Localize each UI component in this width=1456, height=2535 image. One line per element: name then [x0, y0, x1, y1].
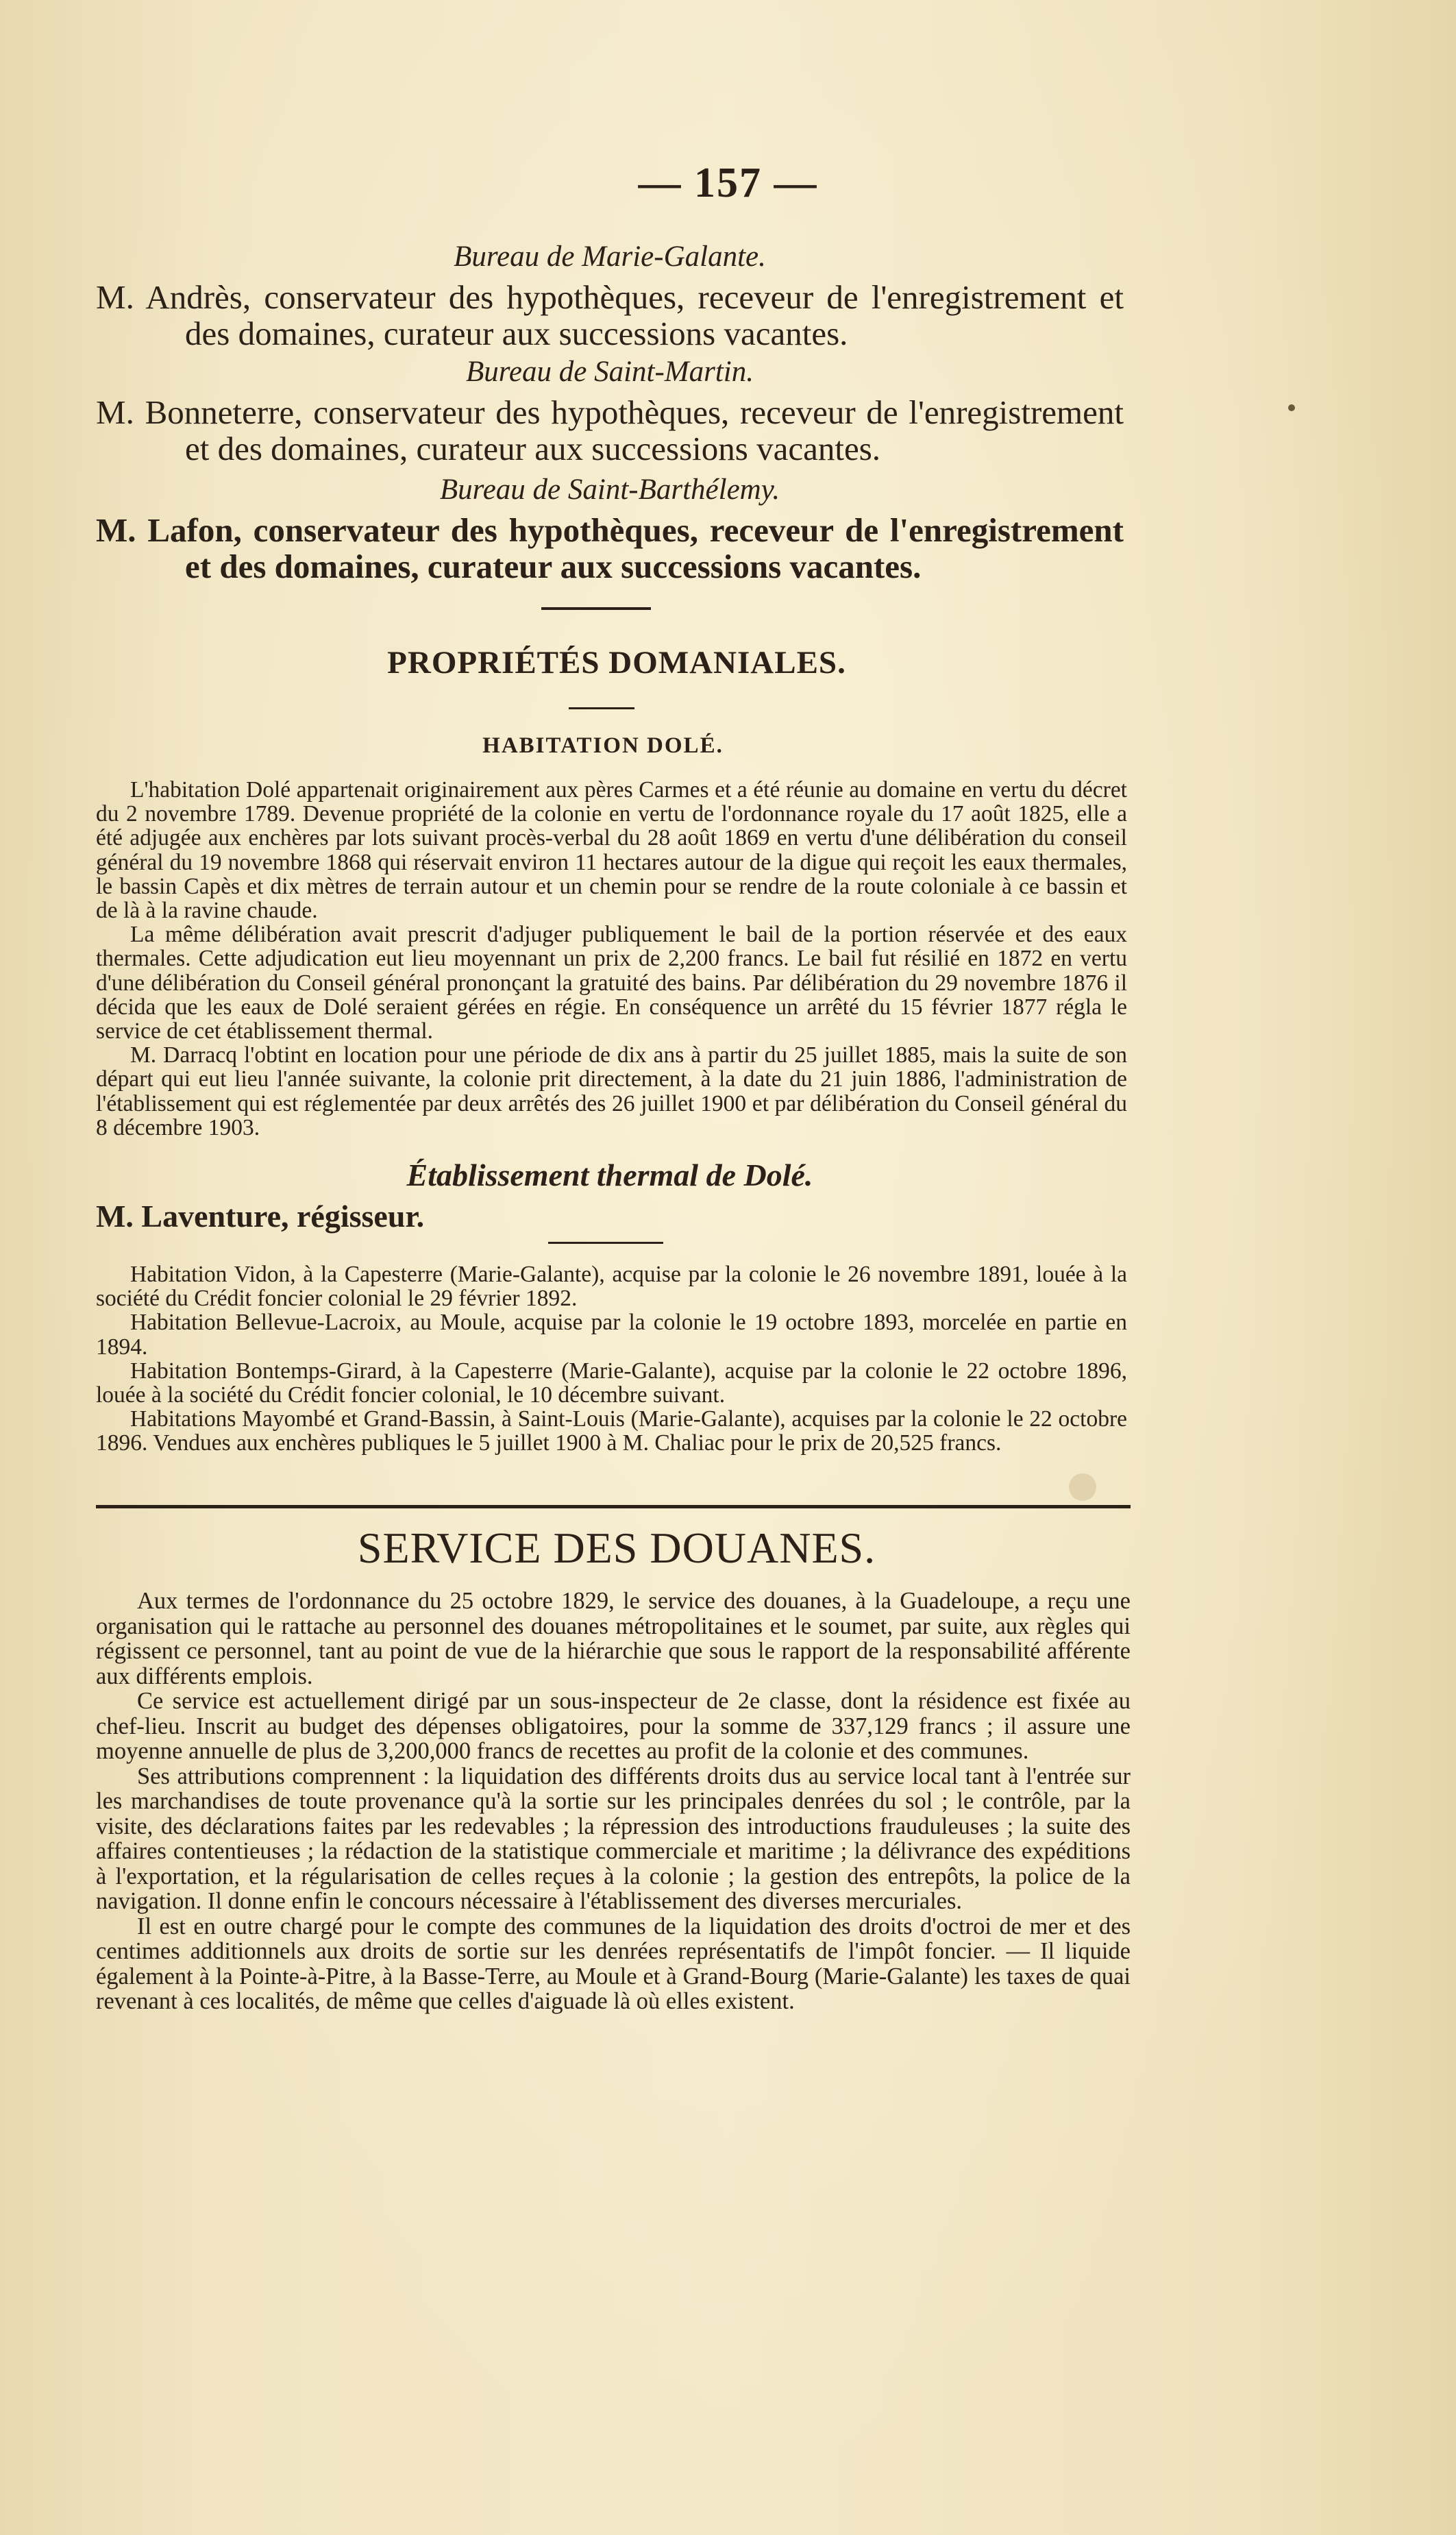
paragraph: Il est en outre chargé pour le compte des communes de la liquidation des droits d'octroi de mer et des centimes additionnels aux droits de sortie sur les denrées représentatifs de l'impôt foncier. — Il liquide également à la Pointe-à-Pitre, à la Basse-Terre, au Moule et à Grand-Bourg (Marie-Galante) les taxes de quai revenant à ces localités, de même que celles d'aiguade là où elles existent.: [96, 1913, 1131, 2014]
section-divider: [541, 607, 651, 610]
habitations-list: [96, 1262, 1127, 1456]
habitation-entry: Habitation Bellevue-Lacroix, au Moule, acquise par la colonie le 19 octobre 1893, morcelée en partie en 1894.: [96, 1310, 1127, 1360]
etablissement-title: Établissement thermal de Dolé.: [406, 1158, 813, 1192]
section-divider: [548, 1242, 663, 1244]
habitation-entry: Habitations Mayombé et Grand-Bassin, à Saint-Louis (Marie-Galante), acquises par la colonie le 22 octobre 1896. Vendues aux enchères publiques le 5 juillet 1900 à M. Chaliac pour le prix de 20,525 francs.: [96, 1406, 1127, 1456]
bureau-entry: M. Lafon, conservateur des hypothèques, receveur de l'enregistrement et des domaines, curateur aux successions vacantes.: [96, 511, 1124, 585]
page-number: — 157 —: [638, 160, 818, 206]
dole-history: [96, 778, 1127, 1140]
bureau-saint-martin: [96, 355, 1124, 467]
bureau-title: Bureau de Saint-Martin.: [466, 356, 754, 388]
ink-speck: [1288, 404, 1295, 411]
subheading-habitation-dole: HABITATION DOLÉ.: [482, 733, 724, 758]
section-divider: [569, 707, 634, 709]
bureau-title: Bureau de Saint-Barthélemy.: [439, 474, 780, 506]
paragraph: Ses attributions comprennent : la liquidation des différents droits dus au service local tant à l'entrée sur les marchandises de toute provenance qu'à la sortie sur les principales denrées du sol ; le contrôle, par la visite, des déclarations faites par les redevables ; la répression des introductions frauduleuses ; la suite des affaires contentieuses ; la rédaction de la statistique commerciale et maritime ; la délivrance des expéditions à l'exportation, et la régularisation de celles reçues à la colonie ; la gestion des entrepôts, la police de la navigation. Il donne enfin le concours nécessaire à l'établissement des diverses mercuriales.: [96, 1763, 1131, 1914]
bureau-marie-galante: [96, 240, 1124, 352]
habitation-entry: Habitation Bontemps-Girard, à la Capesterre (Marie-Galante), acquise par la colonie le 22 octobre 1896, louée à la société du Crédit foncier colonial, le 10 décembre suivant.: [96, 1358, 1127, 1408]
bureau-entry: M. Andrès, conservateur des hypothèques, receveur de l'enregistrement et des domaines, curateur aux successions vacantes.: [96, 278, 1124, 352]
bureau-title: Bureau de Marie-Galante.: [454, 241, 766, 273]
paragraph: Ce service est actuellement dirigé par un sous-inspecteur de 2e classe, dont la résidence est fixée au chef-lieu. Inscrit au budget des dépenses obligatoires, pour la somme de 337,129 francs ; il assure une moyenne annuelle de plus de 3,200,000 francs de recettes au profit de la colonie et des communes.: [96, 1688, 1131, 1764]
regisseur: M. Laventure, régisseur.: [96, 1199, 425, 1234]
paragraph: La même délibération avait prescrit d'adjuger publiquement le bail de la portion réservée et des eaux thermales. Cette adjudication eut lieu moyennant un prix de 2,200 francs. Le bail fut résilié en 1872 en vertu d'une délibération du Conseil général prononçant la gratuité des bains. Par délibération du 29 novembre 1876 il décida que les eaux de Dolé seraient gérées en régie. En conséquence un arrêté du 15 février 1877 régla le service de cet établissement thermal.: [96, 922, 1127, 1044]
douanes-text: [96, 1589, 1131, 2014]
bureau-saint-barthelemy: [96, 473, 1124, 585]
paper-stain: [1069, 1473, 1096, 1501]
paragraph: Aux termes de l'ordonnance du 25 octobre 1829, le service des douanes, à la Guadeloupe, a reçu une organisation qui le rattache au personnel des douanes métropolitaines et le soumet, par suite, aux règles qui régissent ce personnel, tant au point de vue de la hiérarchie que sous le rapport de la responsabilité afférente aux différents emplois.: [96, 1588, 1131, 1689]
section-heading-proprietes: PROPRIÉTÉS DOMANIALES.: [387, 645, 846, 681]
section-heading-douanes: SERVICE DES DOUANES.: [357, 1523, 876, 1572]
habitation-entry: Habitation Vidon, à la Capesterre (Marie-Galante), acquise par la colonie le 26 novembre 1891, louée à la société du Crédit foncier colonial le 29 février 1892.: [96, 1262, 1127, 1312]
paragraph: M. Darracq l'obtint en location pour une période de dix ans à partir du 25 juillet 1885, mais la suite de son départ qui eut lieu l'année suivante, la colonie prit directement, à la date du 21 juin 1886, l'administration de l'établissement qui est réglementée par deux arrêtés des 26 juillet 1900 et par délibération du Conseil général du 8 décembre 1903.: [96, 1042, 1127, 1140]
paragraph: L'habitation Dolé appartenait originairement aux pères Carmes et a été réunie au domaine en vertu du décret du 2 novembre 1789. Devenue propriété de la colonie en vertu de l'ordonnance royale du 17 août 1825, elle a été adjugée aux enchères par lots suivant procès-verbal du 28 août 1869 en vertu d'une délibération du conseil général du 19 novembre 1868 qui réservait environ 11 hectares autour de la digue qui reçoit les eaux thermales, le bassin Capès et dix mètres de terrain autour et un chemin pour se rendre de la route coloniale à ce bassin et de là à la ravine chaude.: [96, 777, 1127, 924]
page-divider: [96, 1505, 1131, 1508]
bureau-entry: M. Bonneterre, conservateur des hypothèques, receveur de l'enregistrement et des domaines, curateur aux successions vacantes.: [96, 393, 1124, 467]
